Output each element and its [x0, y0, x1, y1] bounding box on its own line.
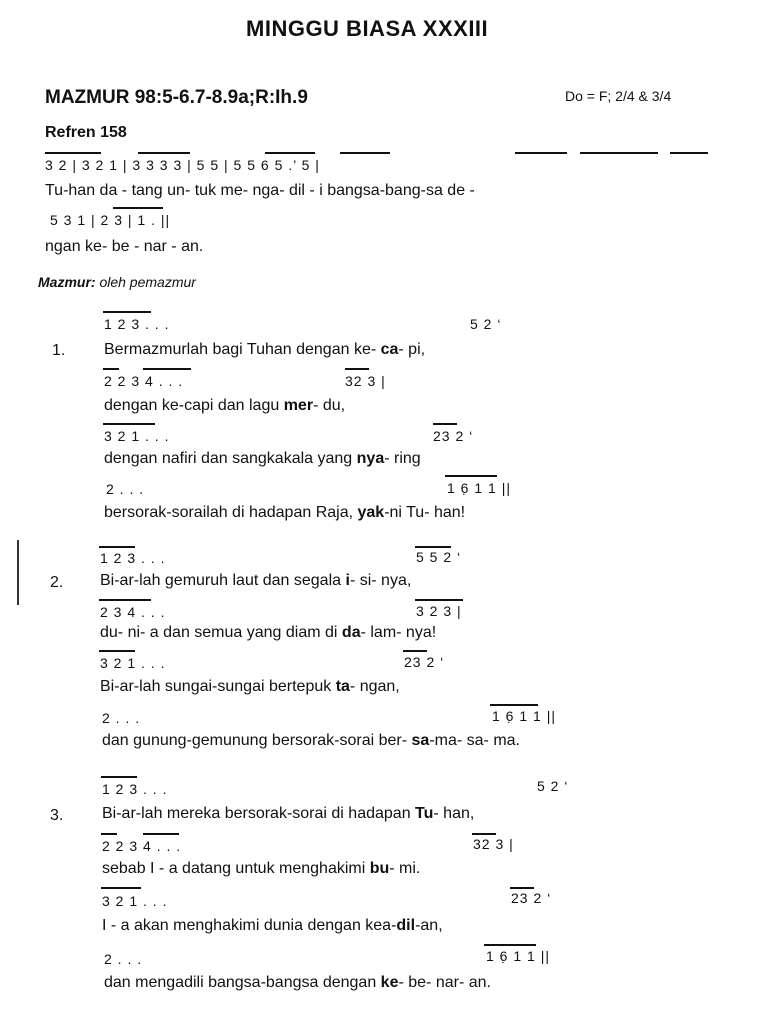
verse-lyric: dan mengadili bangsa-bangsa dengan ke- be- nar- an. — [104, 974, 491, 991]
note-overline — [103, 423, 155, 425]
note-overline — [101, 776, 137, 778]
verse-lyric: dengan ke-capi dan lagu mer- du, — [104, 397, 346, 414]
verse-lyric: dengan nafiri dan sangkakala yang nya- ring — [104, 450, 421, 467]
note-overline — [510, 887, 534, 889]
refrain-lyric-line-2: ngan ke- be - nar - an. — [45, 238, 204, 255]
verse-notes-left: 2 2 3 4 . . . — [104, 373, 184, 389]
note-overline — [101, 887, 141, 889]
note-overline — [484, 944, 536, 946]
verse-notes-right: 23 2 ‘ — [511, 890, 552, 906]
verse-notes-left: 3 2 1 . . . — [104, 428, 170, 444]
refrain-overline — [580, 152, 658, 154]
verse-lyric: Bermazmurlah bagi Tuhan dengan ke- ca- pi, — [104, 341, 426, 358]
verse-notes-right: 23 2 ‘ — [433, 428, 474, 444]
verse-notes-left: 1 2 3 . . . — [104, 316, 170, 332]
note-overline — [143, 833, 179, 835]
note-overline — [403, 650, 427, 652]
refrain-lyric-line-1: Tu-han da - tang un- tuk me- nga- dil - i bangsa-bang-sa de - — [45, 182, 475, 199]
refrain-overline — [138, 152, 190, 154]
note-overline — [433, 423, 457, 425]
verse-notes-right: 32 3 | — [473, 836, 514, 852]
verse-notes-right: 1 6̣ 1 1 || — [486, 948, 550, 964]
note-overline — [99, 599, 151, 601]
psalm-performer-note: Mazmur: oleh pemazmur — [38, 274, 196, 290]
refrain-overline — [340, 152, 390, 154]
verse-notes-right: 1 6̣ 1 1 || — [447, 480, 511, 496]
verse-notes-left: 2 3 4 . . . — [100, 604, 166, 620]
verse-notes-left: 3 2 1 . . . — [102, 893, 168, 909]
note-overline — [472, 833, 496, 835]
refrain-overline — [45, 152, 101, 154]
note-overline — [101, 833, 117, 835]
note-overline — [345, 368, 369, 370]
refrain-notes-line-2: 5 3 1 | 2 3 | 1 . || — [50, 212, 171, 228]
note-overline — [415, 546, 451, 548]
verse-lyric: Bi-ar-lah gemuruh laut dan segala i- si- nya, — [100, 572, 412, 589]
verse-notes-left: 1 2 3 . . . — [102, 781, 168, 797]
verse-lyric: sebab I - a datang untuk menghakimi bu- mi. — [102, 860, 421, 877]
verse-notes-left: 2 2 3 4 . . . — [102, 838, 182, 854]
verse-notes-right: 23 2 ‘ — [404, 654, 445, 670]
margin-line — [17, 540, 19, 605]
note-overline — [143, 368, 191, 370]
verse-lyric: du- ni- a dan semua yang diam di da- lam- nya! — [100, 624, 437, 641]
refrain-overline — [113, 207, 163, 209]
verse-notes-left: 2 . . . — [106, 481, 145, 497]
note-overline — [103, 311, 151, 313]
page-title: MINGGU BIASA XXXIII — [246, 16, 489, 41]
verse-lyric: Bi-ar-lah mereka bersorak-sorai di hadapan Tu- han, — [102, 805, 475, 822]
verse-lyric: I - a akan menghakimi dunia dengan kea-dil-an, — [102, 917, 443, 934]
verse-notes-left: 2 . . . — [102, 710, 141, 726]
verse-notes-left: 2 . . . — [104, 951, 143, 967]
note-overline — [490, 704, 538, 706]
note-overline — [99, 650, 135, 652]
refrain-overline — [670, 152, 708, 154]
refrain-overline — [515, 152, 567, 154]
refrain-overline — [265, 152, 315, 154]
verse-lyric: dan gunung-gemunung bersorak-sorai ber- sa-ma- sa- ma. — [102, 732, 520, 749]
verse-notes-right: 5 5 2 ‘ — [416, 549, 462, 565]
verse-number: 3. — [50, 807, 64, 824]
note-overline — [103, 368, 119, 370]
note-overline — [445, 475, 497, 477]
verse-notes-right: 5 2 ‘ — [537, 778, 569, 794]
verse-notes-left: 1 2 3 . . . — [100, 550, 166, 566]
verse-number: 2. — [50, 574, 64, 591]
key-signature: Do = F; 2/4 & 3/4 — [565, 88, 672, 104]
verse-notes-right: 32 3 | — [345, 373, 386, 389]
verse-notes-right: 3 2 3 | — [416, 603, 462, 619]
verse-lyric: Bi-ar-lah sungai-sungai bertepuk ta- ngan, — [100, 678, 400, 695]
refrain-label: Refren 158 — [45, 124, 127, 141]
refrain-notes-line-1: 3 2 | 3 2 1 | 3 3 3 3 | 5 5 | 5 5 6 5 .’ 5 | — [45, 157, 320, 173]
note-overline — [415, 599, 463, 601]
verse-notes-right: 5 2 ‘ — [470, 316, 502, 332]
note-overline — [99, 546, 135, 548]
verse-notes-left: 3 2 1 . . . — [100, 655, 166, 671]
psalm-reference: MAZMUR 98:5-6.7-8.9a;R:Ih.9 — [45, 87, 308, 108]
verse-number: 1. — [52, 342, 66, 359]
verse-lyric: bersorak-sorailah di hadapan Raja, yak-ni Tu- han! — [104, 504, 466, 521]
verse-notes-right: 1 6̣ 1 1 || — [492, 708, 556, 724]
